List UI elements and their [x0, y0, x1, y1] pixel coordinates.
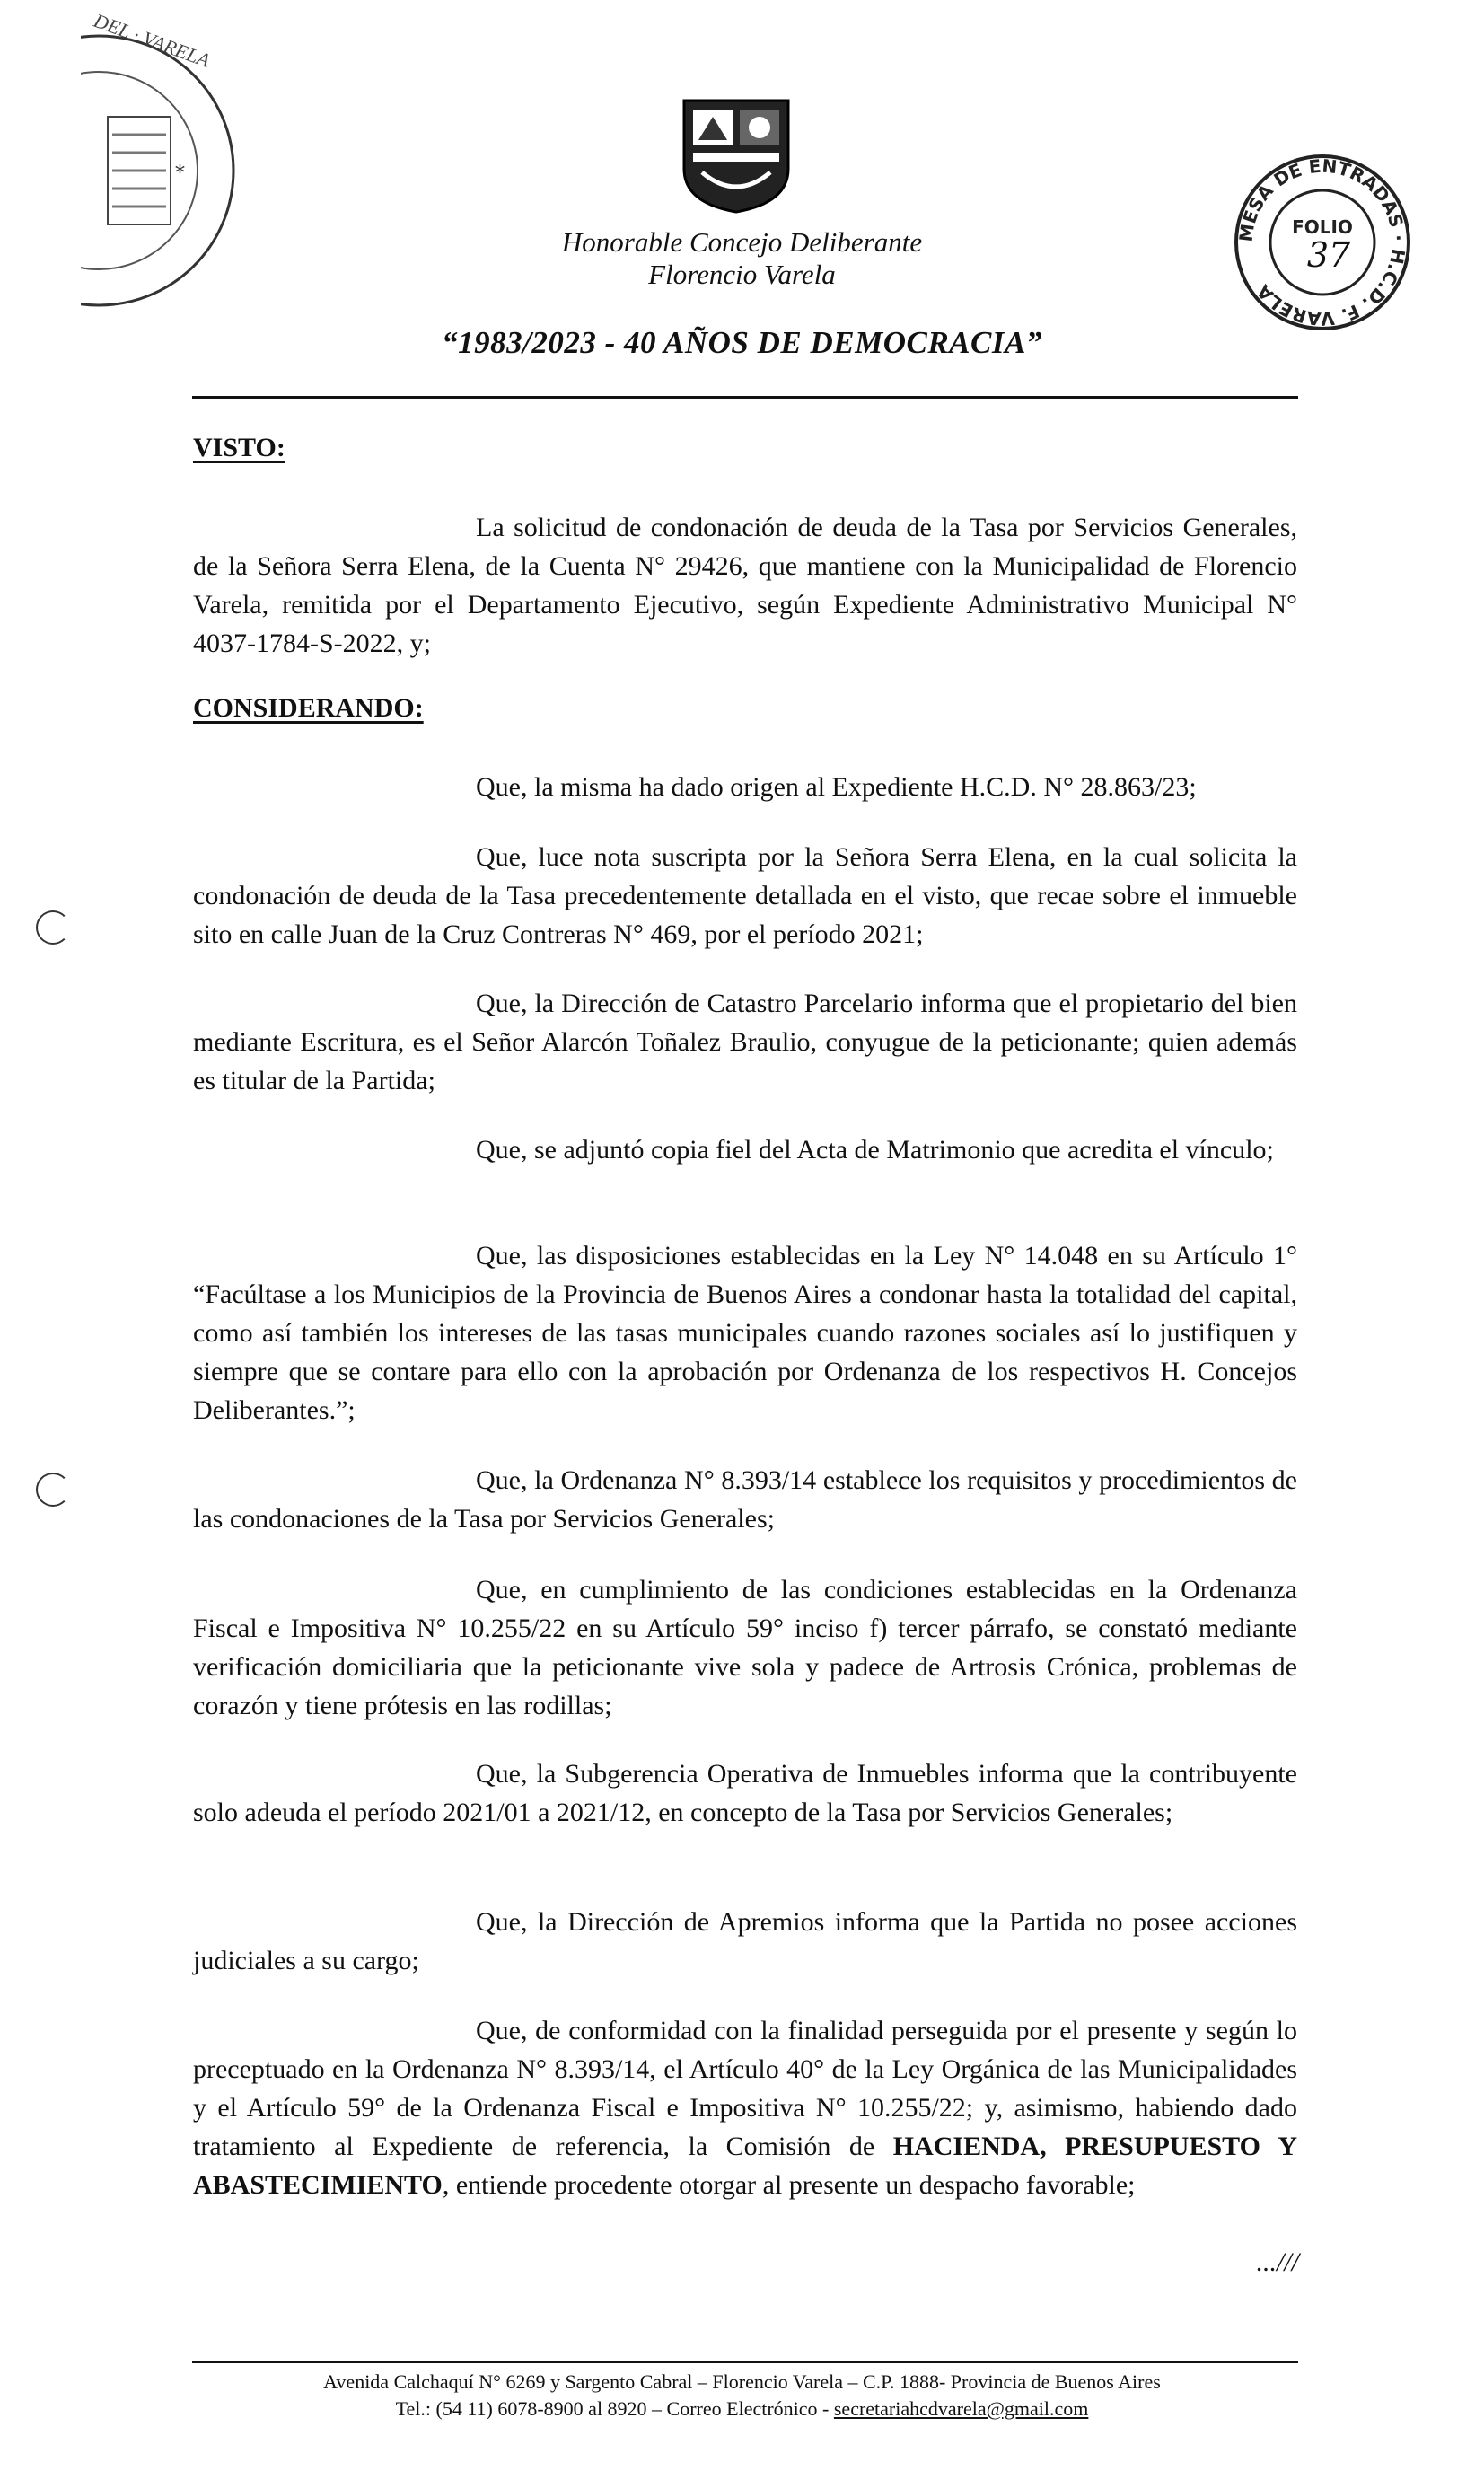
considerando-paragraph: Que, se adjuntó copia fiel del Acta de Matrimonio que acredita el vínculo;	[476, 1135, 1274, 1165]
considerando-paragraph: Que, la Subgerencia Operativa de Inmuebles informa que la contribuyente solo adeuda el período 2021/01 a 2021/12, en concepto de la Tasa por Servicios Generales;	[193, 1759, 1297, 1827]
hcd-coat-of-arms	[681, 97, 792, 214]
considerando-paragraph: Que, la Dirección de Apremios informa que la Partida no posee acciones judiciales a su cargo;	[193, 1907, 1297, 1975]
footer-email-link[interactable]: secretariahcdvarela@gmail.com	[833, 2397, 1089, 2420]
footer-address: Avenida Calchaquí N° 6269 y Sargento Cabral – Florencio Varela – C.P. 1888- Provincia de Buenos Aires	[323, 2370, 1161, 2393]
considerando-paragraph: Que, luce nota suscripta por la Señora Serra Elena, en la cual solicita la condonación de deuda de la Tasa precedentemente detallada en el visto, que recae sobre el inmueble sito en calle Juan de la Cruz Contreras N° 469, por el período 2021;	[193, 842, 1297, 949]
header-divider	[192, 396, 1298, 399]
footer-divider	[192, 2361, 1298, 2363]
considerando-paragraph: Que, las disposiciones establecidas en la Ley N° 14.048 en su Artículo 1° “Facúltase a los Municipios de la Provincia de Buenos Aires a condonar hasta la totalidad del capital, como así también los intereses de las tasas municipales cuando razones sociales así lo justifiquen y siempre que se contare para ello con la aprobación por Ordenanza de los respectivos H. Concejos Deliberantes.”;	[193, 1241, 1297, 1425]
considerando-paragraph: Que, la misma ha dado origen al Expediente H.C.D. N° 28.863/23;	[476, 772, 1197, 802]
institution-name: Honorable Concejo Deliberante	[561, 226, 923, 258]
city-name: Florencio Varela	[648, 259, 836, 290]
punch-hole	[36, 910, 70, 945]
svg-text:*: *	[175, 163, 185, 185]
democracy-motto: “1983/2023 - 40 AÑOS DE DEMOCRACIA”	[442, 325, 1042, 360]
considerando-paragraph: Que, la Dirección de Catastro Parcelario informa que el propietario del bien mediante Escritura, es el Señor Alarcón Toñalez Braulio, conyugue de la peticionante; quien además es titular de la Partida;	[193, 989, 1297, 1095]
considerando-paragraph: Que, en cumplimiento de las condiciones establecidas en la Ordenanza Fiscal e Impositiva N° 10.255/22 en su Artículo 59° inciso f) tercer párrafo, se constató mediante verificación domiciliaria que la peticionante vive sola y padece de Artrosis Crónica, problemas de corazón y tiene prótesis en las rodillas;	[193, 1575, 1297, 1720]
stamp-folio-label: FOLIO	[1292, 216, 1353, 238]
stamp-folio-number: 37	[1306, 235, 1351, 275]
continuation-mark: ...///	[1256, 2247, 1299, 2277]
stamp-ring-text: MESA DE ENTRADAS · H.C.D. F. VARELA	[1234, 154, 1410, 330]
left-seal-text: DEL · VARELA	[91, 9, 214, 72]
footer-contact: Tel.: (54 11) 6078-8900 al 8920 – Correo Electrónico - secretariahcdvarela@gmail.com	[395, 2397, 1089, 2420]
considerando-paragraph: Que, la Ordenanza N° 8.393/14 establece los requisitos y procedimientos de las condonaciones de la Tasa por Servicios Generales;	[193, 1465, 1297, 1534]
considerando-paragraph: Que, de conformidad con la finalidad perseguida por el presente y según lo preceptuado en la Ordenanza N° 8.393/14, el Artículo 40° de la Ley Orgánica de las Municipalidades y el Artículo 59° de la Ordenanza Fiscal e Impositiva N° 10.255/22; y, asimismo, habiendo dado tratamiento al Expediente de referencia, la Comisión de HACIENDA, PRESUPUESTO Y ABASTECIMIENTO, entiende procedente otorgar al presente un despacho favorable;	[193, 2016, 1298, 2200]
commission-name: HACIENDA, PRESUPUESTO Y ABASTECIMIENTO	[193, 2132, 1298, 2200]
mesa-de-entradas-stamp	[1228, 148, 1417, 337]
visto-heading: VISTO:	[193, 433, 285, 462]
punch-hole	[36, 1473, 70, 1507]
visto-paragraph: La solicitud de condonación de deuda de la Tasa por Servicios Generales, de la Señora Serra Elena, de la Cuenta N° 29426, que mantiene con la Municipalidad de Florencio Varela, remitida por el Departamento Ejecutivo, según Expediente Administrativo Municipal N° 4037-1784-S-2022, y;	[193, 513, 1297, 658]
considerando-heading: CONSIDERANDO:	[193, 693, 424, 723]
